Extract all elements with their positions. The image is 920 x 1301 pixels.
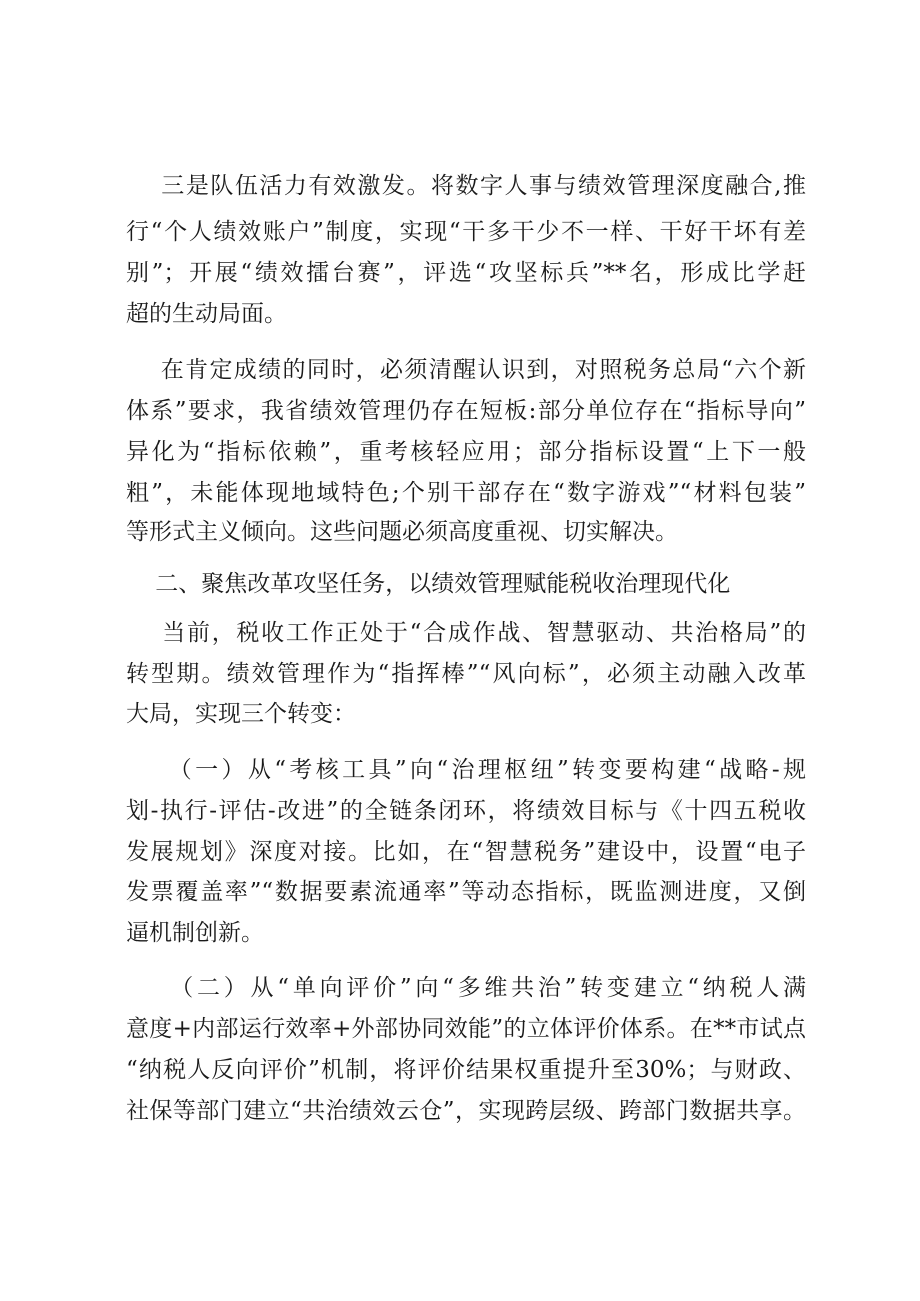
paragraph-4-line-4: 发票覆盖率”“数据要素流通率”等动态指标，既监测进度，又倒: [126, 879, 806, 905]
paragraph-2-line-4: 粗”，未能体现地域特色;个别干部存在“数字游戏”“材料包装”: [126, 480, 806, 506]
paragraph-1-line-1: 三是队伍活力有效激发。将数字人事与绩效管理深度融合,推: [126, 173, 806, 199]
paragraph-5-line-2: 意度+内部运行效率+外部协同效能”的立体评价体系。在**市试点: [126, 1016, 806, 1042]
paragraph-1-line-3: 别”；开展“绩效擂台赛”，评选“攻坚标兵”**名，形成比学赶: [126, 260, 806, 286]
paragraph-4-line-2: 划-执行-评估-改进”的全链条闭环，将绩效目标与《十四五税收: [126, 798, 806, 824]
paragraph-2-line-1: 在肯定成绩的同时，必须清醒认识到，对照税务总局“六个新: [126, 357, 806, 383]
paragraph-2-line-3: 异化为“指标依赖”，重考核轻应用；部分指标设置“上下一般: [126, 439, 806, 465]
section-heading: 二、聚焦改革攻坚任务，以绩效管理赋能税收治理现代化: [126, 571, 731, 597]
paragraph-3-line-1: 当前，税收工作正处于“合成作战、智慧驱动、共治格局”的: [126, 620, 806, 646]
paragraph-5-line-3: “纳税人反向评价”机制，将评价结果权重提升至30%；与财政、: [126, 1057, 806, 1083]
paragraph-1-line-2: 行“个人绩效账户”制度，实现“干多干少不一样、干好干坏有差: [126, 219, 806, 245]
paragraph-5-line-4: 社保等部门建立“共治绩效云仓”，实现跨层级、跨部门数据共享。: [126, 1098, 806, 1124]
paragraph-4-line-3: 发展规划》深度对接。比如，在“智慧税务”建设中，设置“电子: [126, 839, 806, 865]
paragraph-3-line-3: 大局，实现三个转变：: [126, 701, 356, 727]
paragraph-2-line-2: 体系”要求，我省绩效管理仍存在短板:部分单位存在“指标导向”: [126, 398, 806, 424]
paragraph-1-line-4: 超的生动局面。: [126, 301, 287, 327]
paragraph-4-line-5: 逼机制创新。: [126, 920, 264, 946]
paragraph-5-line-1: （二）从“单向评价”向“多维共治”转变建立“纳税人满: [126, 975, 806, 1001]
paragraph-4-line-1: （一）从“考核工具”向“治理枢纽”转变要构建“战略-规: [126, 757, 806, 783]
paragraph-3-line-2: 转型期。绩效管理作为“指挥棒”“风向标”，必须主动融入改革: [126, 661, 806, 687]
paragraph-2-line-5: 等形式主义倾向。这些问题必须高度重视、切实解决。: [126, 519, 678, 545]
